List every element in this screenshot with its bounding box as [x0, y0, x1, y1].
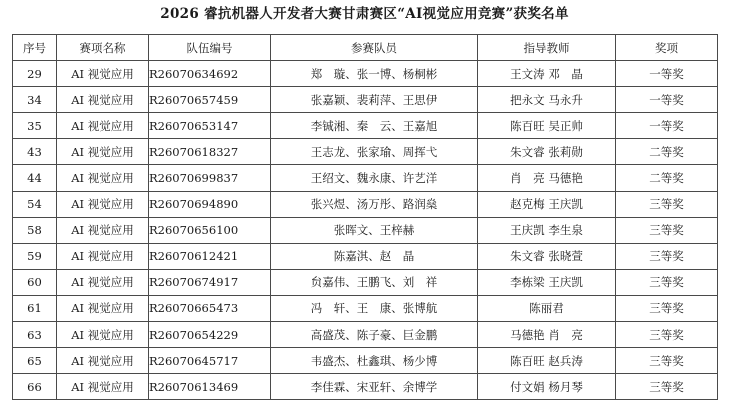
cell-no: 35	[13, 113, 57, 139]
cell-team-id: R26070656100	[149, 217, 271, 243]
table-row	[13, 322, 718, 348]
table-row	[13, 191, 718, 217]
cell-teachers: 朱文睿 张晓萱	[478, 243, 616, 269]
header-members: 参赛队员	[271, 35, 478, 61]
cell-event: AI 视觉应用	[57, 61, 149, 87]
cell-award: 二等奖	[616, 139, 718, 165]
table-row	[13, 113, 718, 139]
cell-event: AI 视觉应用	[57, 217, 149, 243]
table-row	[13, 374, 718, 400]
cell-event: AI 视觉应用	[57, 322, 149, 348]
table-row	[13, 61, 718, 87]
cell-event: AI 视觉应用	[57, 191, 149, 217]
cell-no: 29	[13, 61, 57, 87]
cell-members: 李铖湘、秦 云、王嘉旭	[271, 113, 478, 139]
cell-teachers: 马德艳 肖 亮	[478, 322, 616, 348]
cell-event: AI 视觉应用	[57, 243, 149, 269]
award-table	[12, 34, 718, 400]
cell-members: 王绍文、魏永康、许艺洋	[271, 165, 478, 191]
cell-no: 54	[13, 191, 57, 217]
table-row	[13, 87, 718, 113]
cell-team-id: R26070654229	[149, 322, 271, 348]
cell-team-id: R26070612421	[149, 243, 271, 269]
table-row	[13, 243, 718, 269]
cell-no: 60	[13, 269, 57, 295]
cell-award: 二等奖	[616, 165, 718, 191]
cell-members: 高盛茂、陈子豪、巨金鹏	[271, 322, 478, 348]
cell-team-id: R26070618327	[149, 139, 271, 165]
cell-teachers: 王文涛 邓 晶	[478, 61, 616, 87]
cell-members: 贠嘉伟、王鹏飞、刘 祥	[271, 269, 478, 295]
cell-team-id: R26070657459	[149, 87, 271, 113]
cell-team-id: R26070634692	[149, 61, 271, 87]
cell-no: 65	[13, 348, 57, 374]
cell-no: 59	[13, 243, 57, 269]
table-row	[13, 139, 718, 165]
cell-teachers: 朱文睿 张莉勋	[478, 139, 616, 165]
cell-award: 三等奖	[616, 295, 718, 321]
cell-award: 三等奖	[616, 322, 718, 348]
cell-team-id: R26070613469	[149, 374, 271, 400]
cell-team-id: R26070699837	[149, 165, 271, 191]
cell-event: AI 视觉应用	[57, 113, 149, 139]
table-row	[13, 295, 718, 321]
table-row	[13, 269, 718, 295]
table-header-row	[13, 35, 718, 61]
cell-members: 王志龙、张家瑜、周挥弋	[271, 139, 478, 165]
header-no: 序号	[13, 35, 57, 61]
document-title: 2026 睿抗机器人开发者大赛甘肃赛区“AI视觉应用竞赛”获奖名单	[160, 6, 569, 22]
table-body	[13, 61, 718, 400]
cell-no: 34	[13, 87, 57, 113]
cell-teachers: 陈百旺 吴正帅	[478, 113, 616, 139]
cell-members: 张嘉颖、裴莉萍、王思伊	[271, 87, 478, 113]
cell-members: 李佳霖、宋亚轩、余博学	[271, 374, 478, 400]
cell-team-id: R26070694890	[149, 191, 271, 217]
cell-award: 三等奖	[616, 374, 718, 400]
cell-event: AI 视觉应用	[57, 269, 149, 295]
cell-award: 三等奖	[616, 269, 718, 295]
cell-award: 三等奖	[616, 348, 718, 374]
cell-team-id: R26070674917	[149, 269, 271, 295]
cell-teachers: 陈百旺 赵兵涛	[478, 348, 616, 374]
cell-award: 一等奖	[616, 87, 718, 113]
cell-members: 张兴煜、汤万彤、路润燊	[271, 191, 478, 217]
cell-no: 44	[13, 165, 57, 191]
cell-event: AI 视觉应用	[57, 295, 149, 321]
cell-teachers: 把永文 马永升	[478, 87, 616, 113]
cell-event: AI 视觉应用	[57, 139, 149, 165]
cell-award: 三等奖	[616, 217, 718, 243]
cell-members: 冯 轩、王 康、张博航	[271, 295, 478, 321]
header-event: 赛项名称	[57, 35, 149, 61]
table-row	[13, 348, 718, 374]
cell-award: 三等奖	[616, 243, 718, 269]
table-row	[13, 165, 718, 191]
cell-no: 63	[13, 322, 57, 348]
cell-no: 58	[13, 217, 57, 243]
cell-teachers: 肖 亮 马德艳	[478, 165, 616, 191]
cell-members: 郑 璇、张一博、杨桐彬	[271, 61, 478, 87]
cell-teachers: 付文娟 杨月琴	[478, 374, 616, 400]
cell-members: 陈嘉淇、赵 晶	[271, 243, 478, 269]
cell-team-id: R26070665473	[149, 295, 271, 321]
cell-teachers: 陈丽君	[478, 295, 616, 321]
cell-members: 韦盛杰、杜鑫琪、杨少博	[271, 348, 478, 374]
cell-team-id: R26070645717	[149, 348, 271, 374]
cell-teachers: 李栋梁 王庆凯	[478, 269, 616, 295]
cell-teachers: 赵克梅 王庆凯	[478, 191, 616, 217]
table-row	[13, 217, 718, 243]
header-teachers: 指导教师	[478, 35, 616, 61]
cell-members: 张晖文、王梓赫	[271, 217, 478, 243]
header-team-id: 队伍编号	[149, 35, 271, 61]
cell-no: 43	[13, 139, 57, 165]
cell-event: AI 视觉应用	[57, 348, 149, 374]
cell-no: 61	[13, 295, 57, 321]
cell-award: 一等奖	[616, 113, 718, 139]
cell-event: AI 视觉应用	[57, 87, 149, 113]
header-award: 奖项	[616, 35, 718, 61]
cell-no: 66	[13, 374, 57, 400]
cell-award: 三等奖	[616, 191, 718, 217]
cell-teachers: 王庆凯 李生泉	[478, 217, 616, 243]
cell-event: AI 视觉应用	[57, 374, 149, 400]
cell-event: AI 视觉应用	[57, 165, 149, 191]
cell-team-id: R26070653147	[149, 113, 271, 139]
cell-award: 一等奖	[616, 61, 718, 87]
